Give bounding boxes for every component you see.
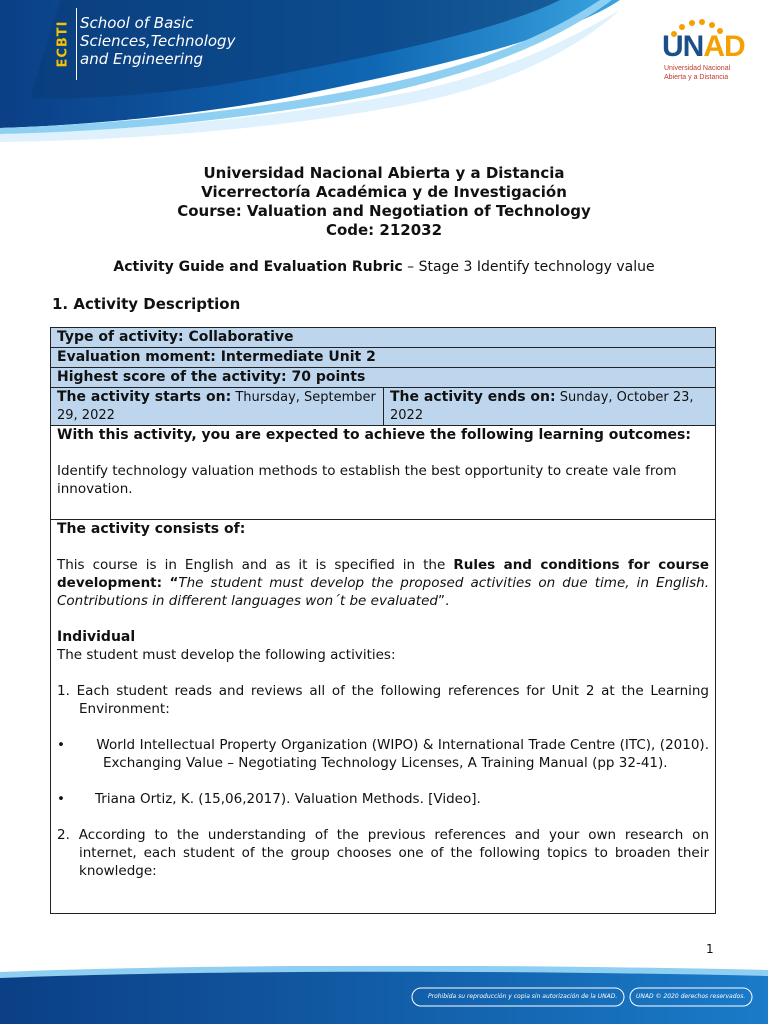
activity-table xyxy=(50,327,716,914)
guide-title-rest: – Stage 3 Identify technology value xyxy=(402,259,655,275)
end-label: The activity ends on: xyxy=(390,389,556,405)
consists-bold: Rules and conditions for course development: “ xyxy=(57,557,709,591)
document-titles xyxy=(0,164,768,240)
unad-wordmark-ad: AD xyxy=(703,30,745,63)
guide-title xyxy=(0,259,768,275)
cell-start-date xyxy=(51,388,384,425)
bullet-icon: • xyxy=(57,791,65,807)
item2-text: According to the understanding of the previous references and your own research on internet, each student of the group chooses one of the following topics to broaden their knowledge: xyxy=(78,827,709,879)
list-item xyxy=(57,682,709,718)
individual-text: The student must develop the following activities: xyxy=(57,647,396,663)
unad-logo xyxy=(660,18,750,88)
consists-intro: This course is in English and as it is specified in the xyxy=(57,557,454,573)
list-item xyxy=(57,736,709,772)
learning-outcomes-block xyxy=(51,426,715,520)
school-line-1: School of Basic xyxy=(80,14,194,32)
unad-wordmark-un: UN xyxy=(662,30,704,63)
list-item xyxy=(57,790,709,808)
unad-subtitle-line-2: Abierta y a Distancia xyxy=(664,74,729,81)
bullet-icon: • xyxy=(57,737,65,753)
item1-text: Each student reads and reviews all of the following references for Unit 2 at the Learning Environment: xyxy=(76,683,710,717)
ecbti-label: ECBTI xyxy=(55,20,71,68)
item1-number: 1. xyxy=(57,683,70,699)
activity-consists-block xyxy=(51,520,715,880)
item2-number: 2. xyxy=(57,827,70,843)
title-vicerrectoria: Vicerrectoría Académica y de Investigación xyxy=(201,183,567,201)
individual-heading: Individual xyxy=(57,629,136,645)
consists-heading: The activity consists of: xyxy=(57,521,246,537)
cell-end-date xyxy=(384,388,715,425)
page-header-banner xyxy=(0,0,768,145)
list-item xyxy=(57,826,709,880)
school-line-3: and Engineering xyxy=(80,50,203,68)
footer-copy-notice: Prohibida su reproducción y copia sin autorización de la UNAD. xyxy=(428,993,618,1000)
row-evaluation-moment: Evaluation moment: Intermediate Unit 2 xyxy=(51,348,715,368)
title-course: Course: Valuation and Negotiation of Technology xyxy=(177,202,591,220)
section-heading: 1. Activity Description xyxy=(52,295,241,313)
row-dates xyxy=(51,388,715,426)
unad-wordmark xyxy=(662,30,745,64)
start-label: The activity starts on: xyxy=(57,389,232,405)
ecbti-logo xyxy=(50,8,77,80)
school-name xyxy=(80,14,235,68)
bullet1-text: World Intellectual Property Organization (WIPO) & International Trade Centre (ITC), (2010). Exchanging Value – Negotiating Technology Licenses, A Training Manual (pp 32-41). xyxy=(96,737,709,771)
bullet2-text: Triana Ortiz, K. (15,06,2017). Valuation Methods. [Video]. xyxy=(95,791,481,807)
start-value: Thursday, September 29, 2022 xyxy=(57,390,376,423)
page-number: 1 xyxy=(706,942,714,956)
outcomes-text: Identify technology valuation methods to establish the best opportunity to create vale from innovation. xyxy=(57,463,677,497)
end-value: Sunday, October 23, 2022 xyxy=(390,390,694,423)
consists-italic: The student must develop the proposed activities on due time, in English. Contributions in different languages won´t be evaluated xyxy=(57,575,710,609)
school-line-2: Sciences,Technology xyxy=(80,32,236,50)
consists-paragraph xyxy=(57,556,709,610)
outcomes-heading: With this activity, you are expected to achieve the following learning outcomes: xyxy=(57,427,691,443)
row-type-of-activity: Type of activity: Collaborative xyxy=(51,328,715,348)
unad-subtitle-line-1: Universidad Nacional xyxy=(664,65,731,72)
row-highest-score: Highest score of the activity: 70 points xyxy=(51,368,715,388)
consists-end: ”. xyxy=(437,593,450,609)
guide-title-bold: Activity Guide and Evaluation Rubric xyxy=(113,259,403,275)
title-university: Universidad Nacional Abierta y a Distancia xyxy=(203,164,565,182)
unad-subtitle xyxy=(664,64,730,82)
footer-rights-notice: UNAD © 2020 derechos reservados. xyxy=(636,993,746,1000)
title-code: Code: 212032 xyxy=(325,221,443,239)
